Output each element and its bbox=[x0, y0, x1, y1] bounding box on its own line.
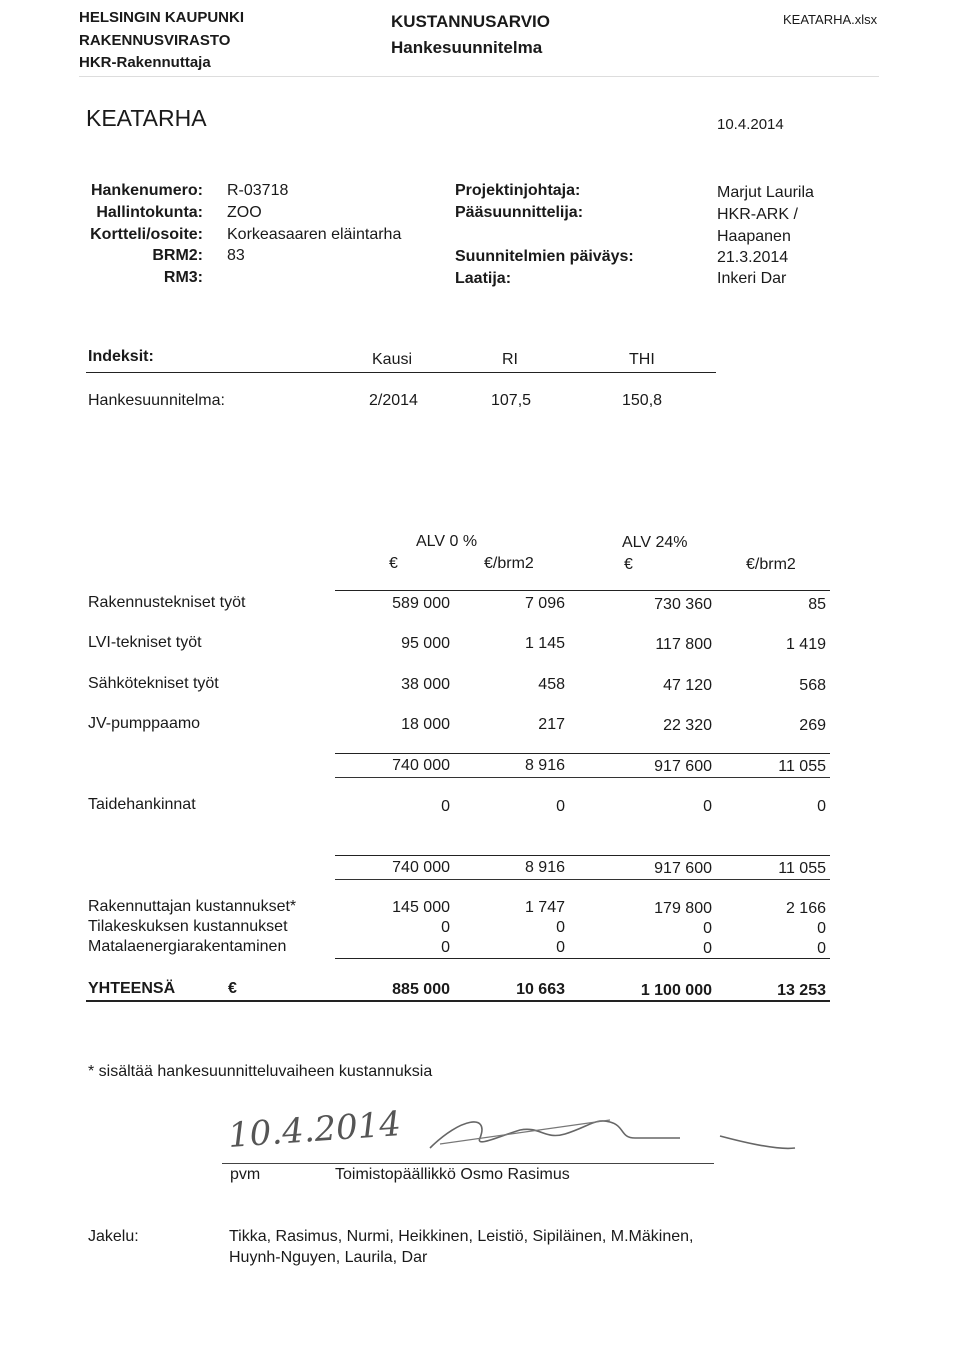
row-label: Tilakeskuksen kustannukset bbox=[88, 918, 288, 935]
cell-brm2-alv0: 458 bbox=[538, 676, 565, 693]
cell-eur-alv0: 0 bbox=[441, 919, 450, 936]
distribution-label: Jakelu: bbox=[88, 1228, 139, 1245]
subtotal-eur-alv24: 917 600 bbox=[654, 860, 712, 877]
total-brm2-alv0: 10 663 bbox=[516, 981, 565, 998]
indices-kausi-value: 2/2014 bbox=[369, 392, 418, 409]
cell-eur-alv24: 0 bbox=[703, 920, 712, 937]
total-currency: € bbox=[228, 980, 237, 997]
indices-divider bbox=[86, 372, 716, 373]
subtotal-eur-alv24: 917 600 bbox=[654, 758, 712, 775]
cell-brm2-alv24: 85 bbox=[808, 596, 826, 613]
header-eur-alv0: € bbox=[389, 555, 398, 572]
cell-brm2-alv0: 1 145 bbox=[524, 635, 565, 652]
cell-eur-alv0: 589 000 bbox=[392, 595, 450, 612]
header-alv24: ALV 24% bbox=[622, 534, 688, 551]
cell-brm2-alv24: 2 166 bbox=[785, 900, 826, 917]
label-projektinjohtaja: Projektinjohtaja: bbox=[455, 182, 581, 199]
row-label: Rakennuttajan kustannukset* bbox=[88, 898, 297, 915]
total-top-rule bbox=[335, 958, 830, 959]
total-brm2-alv24: 13 253 bbox=[777, 982, 826, 999]
label-rm3: RM3: bbox=[163, 269, 203, 286]
cell-brm2-alv24: 269 bbox=[799, 717, 826, 734]
cell-eur-alv0: 145 000 bbox=[392, 899, 450, 916]
label-paasuunnittelija: Pääsuunnittelija: bbox=[455, 204, 584, 221]
org-name: HELSINGIN KAUPUNKI bbox=[79, 9, 245, 26]
cell-brm2-alv0: 217 bbox=[538, 716, 565, 733]
project-name: KEATARHA bbox=[86, 105, 207, 131]
cell-brm2-alv24: 0 bbox=[817, 920, 826, 937]
value-projektinjohtaja: Marjut Laurila bbox=[717, 184, 814, 201]
handwritten-date: 10.4.2014 bbox=[226, 1104, 403, 1156]
subtotal1-rule bbox=[335, 753, 830, 754]
subtotal-brm2-alv24: 11 055 bbox=[778, 860, 826, 877]
cell-eur-alv0: 38 000 bbox=[401, 676, 450, 693]
subtotal-brm2-alv24: 11 055 bbox=[778, 758, 826, 775]
subtotal-brm2-alv0: 8 916 bbox=[524, 859, 565, 876]
subtotal2-under-rule bbox=[335, 879, 830, 880]
row-label: Taidehankinnat bbox=[88, 796, 196, 813]
total-underline bbox=[86, 1000, 830, 1002]
value-brm2: 83 bbox=[227, 247, 245, 264]
label-brm2: BRM2: bbox=[152, 247, 203, 264]
doc-title: KUSTANNUSARVIO bbox=[391, 12, 550, 31]
cell-brm2-alv0: 0 bbox=[556, 798, 565, 815]
indices-thi-value: 150,8 bbox=[622, 392, 663, 409]
distribution-line2: Huynh-Nguyen, Laurila, Dar bbox=[229, 1249, 428, 1266]
signature-scribble bbox=[420, 1108, 800, 1160]
header-divider bbox=[79, 76, 879, 77]
cell-eur-alv24: 0 bbox=[703, 940, 712, 957]
cell-brm2-alv24: 0 bbox=[817, 798, 826, 815]
org-unit: HKR-Rakennuttaja bbox=[79, 54, 211, 71]
label-laatija: Laatija: bbox=[455, 270, 512, 287]
cell-brm2-alv24: 0 bbox=[817, 940, 826, 957]
file-name: KEATARHA.xlsx bbox=[783, 12, 878, 27]
cell-eur-alv24: 179 800 bbox=[654, 900, 712, 917]
value-paasuunnittelija: HKR-ARK / bbox=[717, 206, 798, 223]
header-eurbrm2-alv0: €/brm2 bbox=[484, 555, 534, 572]
value-hankenumero: R-03718 bbox=[227, 182, 289, 199]
cell-brm2-alv24: 568 bbox=[799, 677, 826, 694]
label-hallintokunta: Hallintokunta: bbox=[96, 204, 203, 221]
cell-eur-alv24: 0 bbox=[703, 798, 712, 815]
value-paivays: 21.3.2014 bbox=[717, 249, 789, 266]
cell-eur-alv0: 18 000 bbox=[401, 716, 450, 733]
cell-eur-alv24: 730 360 bbox=[654, 596, 712, 613]
row-label: JV-pumppaamo bbox=[88, 715, 201, 732]
value-paasuunnittelija-cont: Haapanen bbox=[717, 228, 791, 245]
cell-eur-alv0: 0 bbox=[441, 798, 450, 815]
cell-eur-alv24: 47 120 bbox=[663, 677, 712, 694]
indices-title: Indeksit: bbox=[88, 348, 154, 365]
header-alv0: ALV 0 % bbox=[416, 533, 478, 550]
indices-col-kausi: Kausi bbox=[372, 351, 413, 368]
doc-subtitle: Hankesuunnitelma bbox=[391, 38, 543, 57]
row-label: LVI-tekniset työt bbox=[88, 634, 202, 651]
cell-brm2-alv0: 0 bbox=[556, 919, 565, 936]
indices-ri-value: 107,5 bbox=[491, 392, 532, 409]
total-eur-alv24: 1 100 000 bbox=[640, 982, 712, 999]
header-eurbrm2-alv24: €/brm2 bbox=[746, 556, 796, 573]
value-hallintokunta: ZOO bbox=[227, 204, 262, 221]
value-kortteli: Korkeasaaren eläintarha bbox=[227, 226, 402, 243]
row-label: Matalaenergiarakentaminen bbox=[88, 938, 287, 955]
signature-line bbox=[222, 1163, 714, 1164]
subtotal2-rule bbox=[335, 855, 830, 856]
subtotal1-under-rule bbox=[335, 777, 830, 778]
label-suunnitelmien-paivays: Suunnitelmien päiväys: bbox=[455, 248, 634, 265]
header-eur-alv24: € bbox=[624, 556, 633, 573]
cell-eur-alv24: 22 320 bbox=[663, 717, 712, 734]
cell-brm2-alv0: 0 bbox=[556, 939, 565, 956]
org-department: RAKENNUSVIRASTO bbox=[79, 32, 231, 49]
table-top-rule bbox=[335, 590, 830, 591]
subtotal-eur-alv0: 740 000 bbox=[392, 859, 450, 876]
footnote: * sisältää hankesuunnitteluvaiheen kustannuksia bbox=[88, 1063, 433, 1080]
cell-brm2-alv0: 7 096 bbox=[524, 595, 565, 612]
total-label: YHTEENSÄ bbox=[88, 980, 176, 997]
indices-row-label: Hankesuunnitelma: bbox=[88, 392, 225, 409]
cell-brm2-alv0: 1 747 bbox=[524, 899, 565, 916]
total-eur-alv0: 885 000 bbox=[392, 981, 450, 998]
subtotal-brm2-alv0: 8 916 bbox=[524, 757, 565, 774]
cell-eur-alv0: 95 000 bbox=[401, 635, 450, 652]
indices-col-ri: RI bbox=[502, 351, 518, 368]
cell-brm2-alv24: 1 419 bbox=[785, 636, 826, 653]
cell-eur-alv24: 117 800 bbox=[655, 636, 712, 653]
row-label: Rakennustekniset työt bbox=[88, 594, 246, 611]
label-hankenumero: Hankenumero: bbox=[90, 182, 203, 199]
row-label: Sähkötekniset työt bbox=[88, 675, 219, 692]
signer-name: Toimistopäällikkö Osmo Rasimus bbox=[335, 1166, 570, 1183]
distribution-line1: Tikka, Rasimus, Nurmi, Heikkinen, Leistiö, Sipiläinen, M.Mäkinen, bbox=[229, 1228, 694, 1245]
project-date: 10.4.2014 bbox=[717, 116, 784, 133]
cell-eur-alv0: 0 bbox=[441, 939, 450, 956]
subtotal-eur-alv0: 740 000 bbox=[392, 757, 450, 774]
indices-col-thi: THI bbox=[629, 351, 655, 368]
signature-date-label: pvm bbox=[230, 1166, 261, 1183]
label-kortteli: Kortteli/osoite: bbox=[90, 226, 203, 243]
value-laatija: Inkeri Dar bbox=[717, 270, 787, 287]
